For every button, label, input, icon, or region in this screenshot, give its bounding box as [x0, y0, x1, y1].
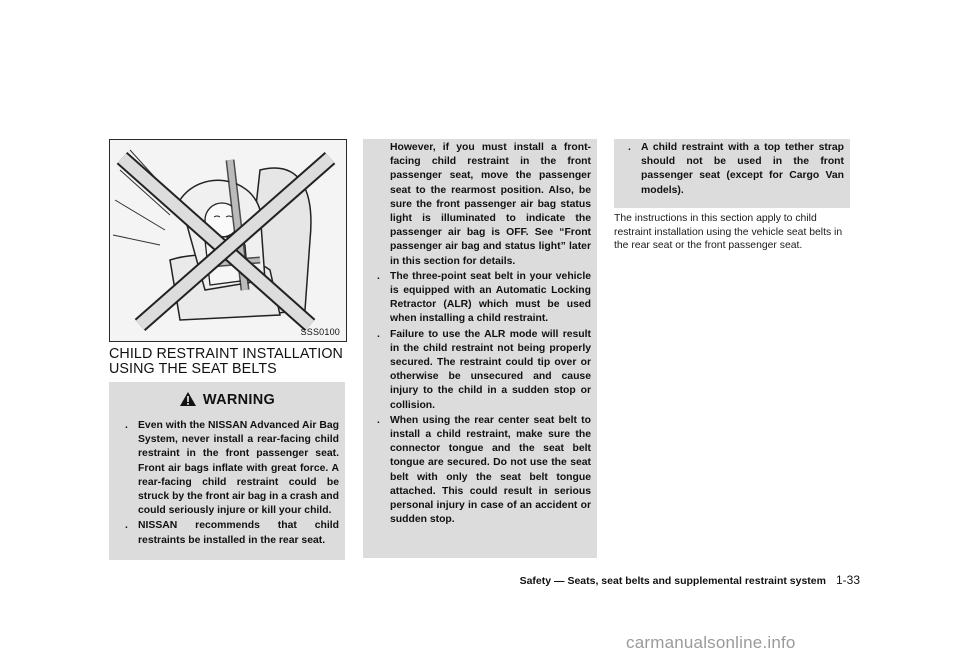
bullet-glyph: .	[125, 520, 128, 532]
warning-bullets-col1	[121, 419, 339, 549]
child-seat-prohibited-illustration	[110, 140, 346, 341]
body-paragraph: The instructions in this section apply to child restraint installation using the vehicle seat belts in the rear seat or the front passenger seat.	[614, 213, 843, 251]
warning-bullets-col2	[373, 141, 591, 528]
warning-continued-box	[363, 139, 597, 558]
warning-bullets-col3	[624, 141, 844, 199]
warning-bullet-text: A child restraint with a top tether strap should not be used in the front passenger seat (except for Cargo Van models).	[641, 142, 844, 196]
bullet-glyph: .	[125, 420, 128, 431]
warning-bullet	[373, 270, 591, 327]
warning-triangle-icon	[179, 391, 197, 411]
watermark: carmanualsonline.info	[626, 633, 796, 652]
bullet-glyph: .	[628, 142, 631, 153]
page-number: 1-33	[835, 573, 860, 587]
bullet-glyph: .	[377, 270, 380, 282]
warning-bullet-text: The three-point seat belt in your vehicle is equipped with an Automatic Locking Retractor (ALR) which must be used when installing a child restraint.	[390, 270, 591, 325]
warning-bullet	[121, 519, 339, 547]
bullet-glyph: .	[377, 328, 380, 340]
page-footer	[490, 573, 860, 587]
warning-bullet-text: NISSAN recommends that child restraints be installed in the rear seat.	[138, 520, 339, 546]
warning-box	[109, 382, 345, 560]
figure-code: SSS0100	[300, 327, 340, 337]
warning-bullet-text: Failure to use the ALR mode will result in the child restraint not being properly secured. The restraint could tip over or otherwise be unsecured and cause injury to the child in a sudden stop or collision.	[390, 328, 591, 411]
illustration-figure	[109, 139, 347, 342]
warning-bullet	[121, 419, 339, 518]
warning-bullet	[373, 414, 591, 528]
bullet-glyph: .	[377, 414, 380, 426]
warning-bullet	[624, 141, 844, 198]
warning-continued-paragraph: However, if you must install a front-facing child restraint in the front passenger seat, move the passenger seat to the rearmost position. Also, be sure the front passenger air bag status light is illuminated to indicate the passenger air bag is OFF. See “Front passenger air bag and status light” later in this section for details.	[390, 142, 591, 267]
warning-bullet-text: When using the rear center seat belt to install a child restraint, make sure the connector tongue and the seat belt tongue are secured. Do not use the seat belt with only the seat belt tongue attached. This could result in serious personal injury in case of an accident or sudden stop.	[390, 414, 591, 526]
section-heading: CHILD RESTRAINT INSTALLATION USING THE SEAT BELTS	[109, 346, 343, 377]
footer-section-title: Safety — Seats, seat belts and supplemental restraint system	[519, 575, 826, 587]
warning-bullet-text: Even with the NISSAN Advanced Air Bag System, never install a rear-facing child restraint in the front passenger seat. Front air bags inflate with great force. A rear-facing child restraint could be struck by the front air bag in a crash and could seriously injure or kill your child.	[138, 420, 339, 517]
warning-title-text: WARNING	[202, 392, 276, 408]
warning-continued-box-col3	[614, 139, 850, 208]
warning-bullet	[373, 328, 591, 413]
warning-title	[109, 391, 345, 411]
